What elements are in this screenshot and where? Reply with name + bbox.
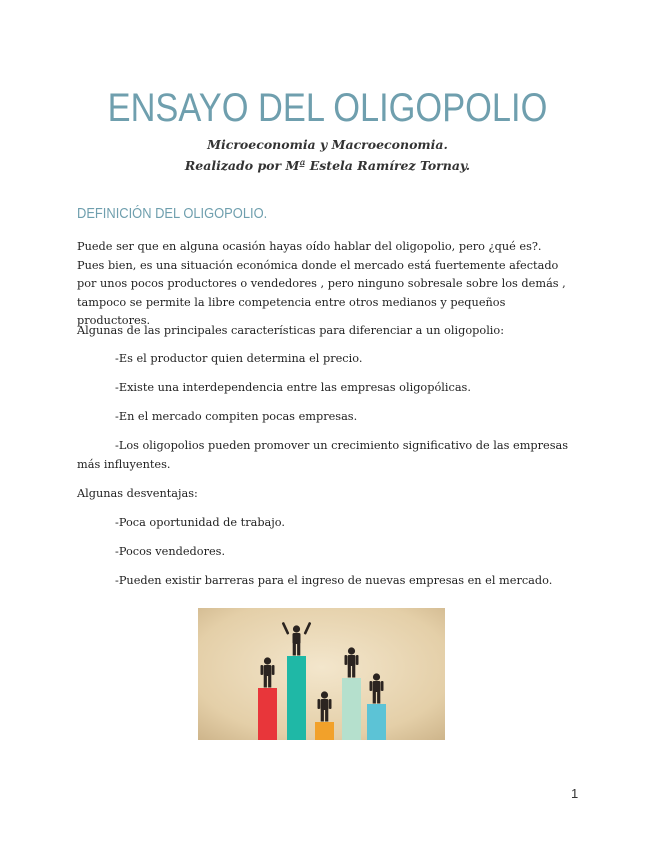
- disadvantage-item: -Poca oportunidad de trabajo.: [115, 516, 285, 529]
- podium-bar-mint: [342, 678, 361, 740]
- characteristic-item: -Los oligopolios pueden promover un crecimiento significativo de las empresas más influyentes.: [77, 439, 569, 471]
- document-subtitle-course: Microeconomia y Macroeconomia.: [207, 137, 448, 152]
- disadvantage-item: -Pocos vendedores.: [115, 545, 226, 558]
- characteristic-item: -Existe una interdependencia entre las empresas oligopólicas.: [115, 381, 471, 394]
- characteristics-intro: Algunas de las principales características para diferenciar a un oligopolio:: [77, 324, 505, 337]
- podium-bar-orange: [315, 722, 334, 740]
- page-number: 1: [571, 786, 579, 801]
- document-title: ENSAYO DEL OLIGOPOLIO: [107, 86, 548, 130]
- disadvantages-intro: Algunas desventajas:: [77, 487, 198, 500]
- disadvantage-item: -Pueden existir barreras para el ingreso de nuevas empresas en el mercado.: [115, 574, 553, 587]
- characteristic-item: -En el mercado compiten pocas empresas.: [115, 410, 358, 423]
- podium-bar-cyan: [367, 704, 386, 740]
- podium-bar-teal: [287, 656, 306, 740]
- section-heading-definition: DEFINICIÓN DEL OLIGOPOLIO.: [77, 205, 268, 222]
- podium-bar-red: [258, 688, 277, 740]
- intro-paragraph: Puede ser que en alguna ocasión hayas oído hablar del oligopolio, pero ¿qué es?. Pues bien, es una situación económica donde el mercado está fuertemente afectado por unos pocos productores o vendedores , pero ninguno sobresale sobre los demás , tampoco se permite la libre competencia entre otros medianos y pequeños productores.: [77, 240, 566, 327]
- characteristic-item: -Es el productor quien determina el precio.: [115, 352, 363, 365]
- oligopoly-podium-illustration: [198, 608, 445, 740]
- document-subtitle-author: Realizado por Mª Estela Ramírez Tornay.: [184, 158, 471, 173]
